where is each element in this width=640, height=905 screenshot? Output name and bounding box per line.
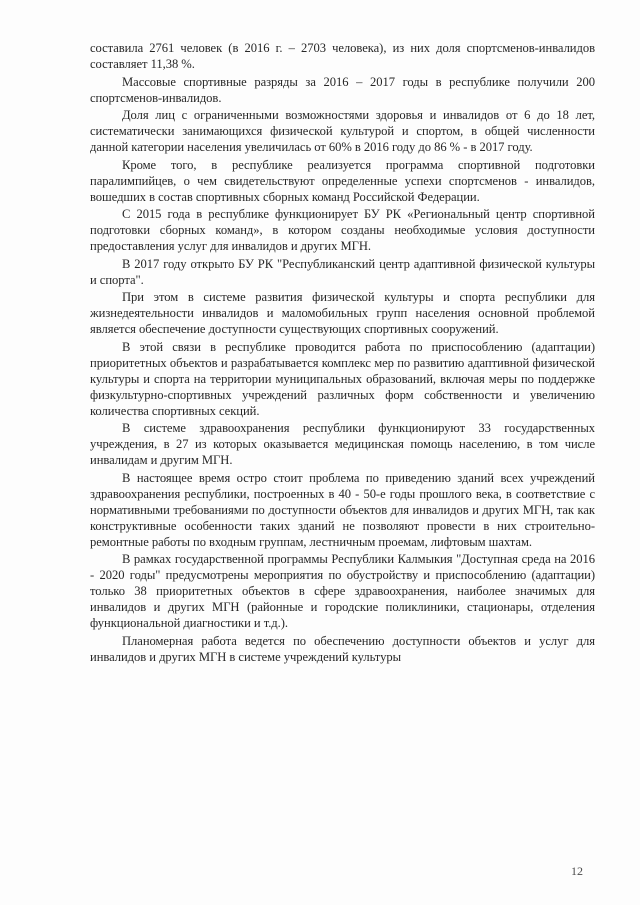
paragraph-10: В настоящее время остро стоит проблема по приведению зданий всех учреждений здравоохранения республики, построенных в 40 - 50-е годы прошлого века, в соответствие с нормативными требованиями по доступности объектов для инвалидов и других МГН, так как конструктивные особенности таких зданий не позволяют провести в них строительно-ремонтные работы по входным группам, лестничным проемам, лифтовым шахтам. [90,470,595,549]
paragraph-1: составила 2761 человек (в 2016 г. – 2703 человека), из них доля спортсменов-инвалидов составляет 11,38 %. [90,41,595,71]
document-body [90,40,595,666]
paragraph-2: Массовые спортивные разряды за 2016 – 2017 годы в республике получили 200 спортсменов-инвалидов. [90,74,595,105]
paragraph-7: При этом в системе развития физической культуры и спорта республики для жизнедеятельности инвалидов и маломобильных групп населения основной проблемой является обеспечение доступности существующих спортивных сооружений. [90,290,595,336]
paragraph-8: В этой связи в республике проводится работа по приспособлению (адаптации) приоритетных объектов и разрабатывается комплекс мер по развитию адаптивной физической культуры и спорта на территории муниципальных образований, включая меры по поддержке физкультурно-спортивных учреждений различных форм собственности и увеличению количества спортивных секций. [90,339,595,418]
paragraph-4: Кроме того, в республике реализуется программа спортивной подготовки паралимпийцев, о чем свидетельствуют определенные успехи спортсменов - инвалидов, вошедших в состав спортивных сборных команд Российской Федерации. [90,157,595,204]
paragraph-6: В 2017 году открыто БУ РК "Республиканский центр адаптивной физической культуры и спорта". [90,256,595,287]
page-number: 12 [571,864,583,878]
paragraph-12: Планомерная работа ведется по обеспечению доступности объектов и услуг для инвалидов и других МГН в системе учреждений культуры [90,633,595,664]
paragraph-11: В рамках государственной программы Республики Калмыкия "Доступная среда на 2016 - 2020 годы" предусмотрены мероприятия по обустройству и приспособлению (адаптации) только 38 приоритетных объектов в сфере здравоохранения, наиболее значимых для инвалидов и других МГН (районные и городские поликлиники, стационары, отделения функциональной диагностики и т.д.). [90,552,595,630]
paragraph-5: С 2015 года в республике функционирует БУ РК «Региональный центр спортивной подготовки сборных команд», в котором созданы необходимые условия доступности предоставления услуг для инвалидов и других МГН. [90,207,595,253]
paragraph-9: В системе здравоохранения республики функционируют 33 государственных учреждения, в 27 из которых оказывается медицинская помощь населению, в том числе инвалидам и другим МГН. [90,421,595,467]
paragraph-3: Доля лиц с ограниченными возможностями здоровья и инвалидов от 6 до 18 лет, систематически занимающихся физической культурой и спортом, в общей численности данной категории населения увеличилась от 60% в 2016 году до 86 % - в 2017 году. [90,108,595,154]
